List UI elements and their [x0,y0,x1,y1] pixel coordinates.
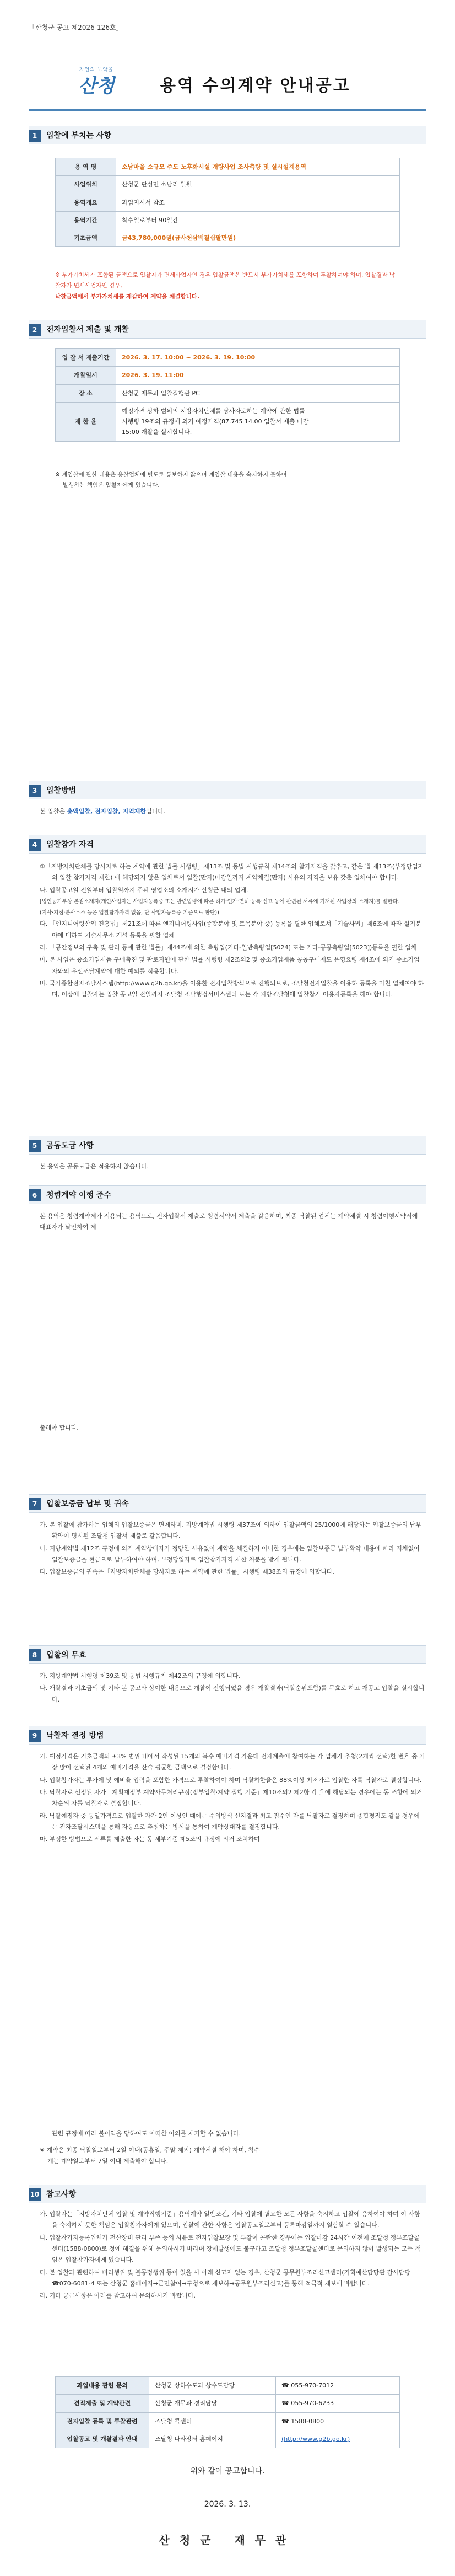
list-item: 가. 입찰자는「지방자치단체 입찰 및 계약집행기준」용역계약 일반조건, 기타 입찰에 필요한 모든 사항을 숙지하고 입찰에 응하여야 하며 이 사항을 숙지하지 못한 책임은 입찰참가자에게 있으며, 입찰에 관한 사항은 입찰공고일로부터 등록마감일까지 열람할 수 있습니다. [40,2210,420,2229]
label-cell: 개찰일시 [56,367,116,384]
label-cell: 사업위치 [56,176,116,194]
limit-line: 예정가격 상하 범위의 지방자치단체를 당사자로하는 계약에 관한 법률 [122,407,305,415]
contract-deadline-note [40,2145,425,2167]
section-1-header [29,129,111,143]
list-item: 마. 본 사업은 중소기업제품 구매촉진 및 판로지원에 관한 법률 시행령 제2조의2 및 중소기업제품 공공구매제도 운영요령 제4조에 의거 중소기업자와의 우선조달계약에 대한 예외를 적용합니다. [40,956,420,975]
label-cell: 용 역 명 [56,158,116,176]
table-row [56,229,400,247]
table-row [56,194,400,211]
section-number: 1 [29,130,41,142]
list-item: 나. 입찰참가자는 투가에 및 예비율 입력을 포함한 가격으로 투찰하여야 하며 낙찰하한율은 88%이상 최저가로 입찰한 자를 낙찰자로 결정합니다. [40,1776,422,1784]
section-title: 낙찰자 결정 방법 [46,1731,104,1740]
eligibility-list [40,861,425,1002]
contact-label: 견적제출 및 계약관련 [56,2395,149,2412]
list-item: 다. 「엔지니어링산업 진흥법」제21조에 따른 엔지니어링사업(종합분야 및 토목분야 중) 등록을 필한 업체로서「기술사법」제6조에 따라 설기분야에 대하여 기술사무소 개설 등록을 필한 업체 [40,920,421,939]
award-method-list [40,1751,425,1847]
contact-dept: 조달청 나라장터 홈페이지 [149,2430,276,2448]
note-line: ※ 계약은 최종 낙찰일로부터 2일 이내(공휴일, 주말 제외) 계약체결 해야 하며, 착수 [40,2146,260,2154]
section-title: 전자입찰서 제출 및 개찰 [46,325,129,334]
contact-dept: 산청군 재무과 경리담당 [149,2395,276,2412]
table-row [56,211,400,229]
section-10-header [29,2188,76,2202]
value-cell: 착수일로부터 90일간 [116,211,400,229]
section-number: 10 [29,2188,41,2201]
list-item: 라. 기타 궁금사항은 아래를 참고하여 문의하시기 바랍니다. [40,2292,196,2300]
label-cell: 기초금액 [56,229,116,247]
contact-phone: ☎ 055-970-7012 [276,2377,400,2395]
deposit-list [40,1520,425,1579]
section-number: 5 [29,1140,41,1152]
list-item: 나. 지방계약법 제12조 규정에 의거 계약상대자가 정당한 사유없이 계약을 체결하지 아니한 경우에는 입찰보증금 납부확약 내용에 따라 지체없이 입찰보증금을 현금으로 납부하여야 하며, 부정당업자로 입찰참가자격 제한 처분을 받게 됩니다. [40,1544,420,1564]
list-item: 가. 지방계약법 시행령 제39조 및 동법 시행규칙 제42조의 규정에 의합니다. [40,1672,240,1679]
section-number: 3 [29,785,41,797]
label-cell: 용역개요 [56,194,116,211]
section-number: 4 [29,839,41,851]
joint-contract-text: 본 용역은 공동도급은 적용하지 않습니다. [40,1163,149,1170]
label-cell: 입 찰 서 제출기간 [56,349,116,367]
table-row [56,176,400,194]
section-number: 9 [29,1730,41,1742]
value-cell: 과업지시서 참조 [116,194,400,211]
county-logo [66,66,127,100]
list-item: 다. 입찰보증금의 귀속은「지방자치단체를 당사자로 하는 계약에 관한 법률」시행령 제38조의 규정에 의합니다. [40,1568,334,1576]
base-amount-cell: 금43,780,000원(금사천삼백칠십팔만원) [116,229,400,247]
table-row [56,367,400,384]
award-text-cont: 관련 규정에 따라 불이익을 당하여도 어떠한 이의를 제기할 수 없습니다. [52,2130,241,2137]
section-title: 입찰방법 [46,786,77,795]
contact-label: 전자입찰 등록 및 투찰관련 [56,2412,149,2430]
text-part: 본 입찰은 [40,808,67,815]
list-item: 라. 낙찰예정자 중 동일가격으로 입찰한 자가 2인 이상인 때에는 수의방식 선지결과 최고 점수인 자를 낙찰자로 결정하며 종합평점도 같을 경우에는 전자조달시스템을 통해 자동으로 추첨하는 방식을 통하여 계약상대자를 결정합니다. [40,1812,420,1831]
table-row [56,2395,400,2412]
section-8-header [29,1649,86,1662]
section-number: 2 [29,324,41,336]
label-cell: 장 소 [56,384,116,402]
section-title: 공동도급 사항 [46,1141,94,1150]
vat-note-line: 낙찰금액에서 부가가치세를 제감하여 계약을 체결합니다. [55,293,200,300]
bid-note-line: 발생하는 책임은 입찰자에게 있습니다. [63,482,160,489]
section-title: 입찰에 부치는 사항 [46,131,111,140]
table-row [56,158,400,176]
contact-label: 과업내용 관련 문의 [56,2377,149,2395]
text-part: 입니다. [146,808,166,815]
contact-label: 입찰공고 및 개찰결과 안내 [56,2430,149,2448]
note-line: 계는 계약일로부터 7일 이내 제출해야 합니다. [47,2158,169,2165]
section-3-header [29,784,76,798]
section-9-header [29,1729,104,1743]
limit-line: 시행령 19조의 규정에 의거 예정가격(87.745 14.00 입찰서 제출 마감 [122,418,309,425]
list-item: 바. 국가종합전자조달시스템(http://www.g2b.go.kr)을 이용한 전자입찰방식으로 진행되므로, 조달청전자입찰을 이용하 등록을 마친 업체여야 하며, 이상에 입찰자는 입찰 공고일 전일까지 조달청 조달행정서비스센터 또는 각 지방조달청에 입찰참가 이용자등록을 해야 합니다. [40,979,424,999]
table-row [56,349,400,367]
title-divider [29,109,426,111]
contact-phone: ☎ 055-970-6233 [276,2395,400,2412]
logo-wordmark: 산청 [78,74,115,97]
bid-schedule-table [55,348,400,442]
section-8-bar [29,1645,426,1664]
g2b-link[interactable]: (http://www.g2b.go.kr) [276,2430,400,2448]
section-4-header [29,838,94,852]
section-title: 청렴계약 이행 준수 [46,1191,111,1200]
list-item: 가. 예정가격은 기초금액의 ±3% 범위 내에서 작성된 15개의 복수 예비가격 가운데 전자계출에 참여하는 각 업체가 추첨(2개씩 선택)한 번호 중 가장 많이 선택된 4개의 예비가격을 산술 평균한 금액으로 결정합니다. [40,1753,425,1772]
table-row [56,384,400,402]
bid-note-line: ※ 계입찰에 관한 내용은 응찰업체에 별도로 통보하지 않으며 계입찰 내용을 숙지하지 못하여 [55,471,287,478]
vat-note [55,270,400,302]
list-item: 다. 본 입찰과 관련하여 비리행위 및 불공정행위 등이 있을 시 아래 신고자 없는 경우, 산청군 공무원부조리신고센터(기획예산담당관 감사담당 ☎070-6081-4 또는 산청군 홈페이지→군민참여→구청으로 제보하→공무원부조리신고)를 통해 적극적 제보에 바랍니다. [40,2268,410,2288]
limit-rate-cell [116,402,400,441]
notice-number: 「산청군 공고 제2026-126호」 [29,24,123,31]
table-row [56,2412,400,2430]
list-item: 다. 낙찰자로 선정된 자가「계획재정부 계약사무처리규정(정부입찰·계약 집행 기준」제10조의2 제2항 각 호에 해당되는 경우에는 동 조항에 의거 차순위 자를 낙찰자로 결정합니다. [40,1789,422,1807]
list-item: [법인등기부상 본점소재지(개인사업자는 사업자등록증 또는 관련법령에 따른 허가·인가·면허·등록·신고 등에 관련된 서류에 기재된 사업장의 소재지)를 말한다. [40,899,399,905]
bid-method-highlight: 총액입찰, 전자입찰, 지역제한 [67,808,147,815]
integrity-text: 본 용역은 청렴계약제가 적용되는 용역으로, 전자입찰서 제출로 청렴서약서 제출을 갈음하며, 최종 낙찰된 업체는 계약체결 시 청렴이행서약서에 대표자가 날인하여 제 [40,1212,418,1231]
invalid-bid-list [40,1671,425,1706]
list-item: (지사·지점·분사무소 등은 입찰참가자격 없음, 단 사업자등록증 기준으로 판단)) [40,909,219,916]
list-item: ①「지방자치단체를 당사자로 하는 계약에 관한 법률 시행령」제13조 및 동법 시행규칙 제14조의 참가자격을 갖추고, 같은 법 제13조(부정당업자의 입찰 참가자격 제한) 에 해당되지 않은 업체로서 입찰(만자)마감일까지 계약체결(만자) 사유의 자격을 보유 갖춘 업체여야 합니다. [40,863,424,882]
section-title: 입찰참가 자격 [46,840,94,849]
section-title: 참고사항 [46,2190,77,2199]
integrity-text-cont: 출해야 합니다. [40,1424,79,1431]
limit-line: 15:00 개찰을 실시합니다. [122,428,192,436]
vat-note-line: ※ 부가가치세가 포함된 금액으로 입찰자가 면세사업자인 경우 입찰금액은 반드시 부가가치세를 포함하여 투찰하여야 하며, 입찰결과 낙찰자가 면세사업자인 경우, [55,272,395,289]
logo-slogan: 자연의 보약을 [79,67,114,73]
section-number: 8 [29,1649,41,1661]
section-title: 입찰의 무효 [46,1651,86,1660]
bid-note [55,470,400,491]
contact-dept: 조달청 콜센터 [149,2412,276,2430]
table-row [56,2430,400,2448]
list-item: 마. 부정한 방법으로 서류를 제출한 자는 동 세부기준 제5조의 규정에 의거 조치하며 [40,1836,260,1843]
list-item: 나. 입찰참가자등록업체가 전산장비 관리 부족 등의 사유로 전자입찰보장 및 투찰이 곤란한 경우에는 입찰마감 24시간 이전에 조달청 정부조달콜센터(1588-0800)로 정애 해결을 위해 문의하시기 바라며 장애발생에도 불구하고 조달청 정부조달콜센터로 문의하지 않아 발생되는 모든 책임은 입찰참가자에게 있습니다. [40,2234,421,2264]
label-cell: 제 한 율 [56,402,116,441]
section-3-bar [29,781,426,799]
tender-info-table [55,158,400,247]
section-title: 입찰보증금 납부 및 귀속 [46,1500,129,1509]
table-row [56,2377,400,2395]
section-5-header [29,1139,94,1153]
notice-date: 2026. 3. 13. [204,2500,251,2509]
contact-dept: 산청군 상하수도과 상수도담당 [149,2377,276,2395]
list-item: 나. 개찰결과 기초금액 및 기타 본 공고와 상이한 내용으로 개찰이 진행되었을 경우 개찰결과(낙찰순위포함)를 무효로 하고 재공고 입찰을 실시합니다. [40,1684,425,1703]
bid-method-text [40,806,425,817]
contact-table [55,2376,400,2448]
section-2-header [29,323,129,337]
contact-phone: ☎ 1588-0800 [276,2412,400,2430]
section-number: 7 [29,1498,41,1510]
section-6-header [29,1189,111,1203]
section-10-bar [29,2185,426,2203]
label-cell: 용역기간 [56,211,116,229]
page-title: 용역 수의계약 안내공고 [160,76,351,95]
value-cell: 산청군 재무과 입찰집행관 PC [116,384,400,402]
closing-statement: 위와 같이 공고합니다. [190,2467,265,2476]
section-number: 6 [29,1189,41,1201]
bid-period-cell: 2026. 3. 17. 10:00 ~ 2026. 3. 19. 10:00 [116,349,400,367]
list-item: 나. 입찰공고일 전일부터 입찰일까지 주된 영업소의 소재지가 산청군 내의 업체. [40,886,248,894]
table-row [56,402,400,441]
reference-list [40,2209,425,2303]
list-item: 라. 「공간정보의 구축 및 관리 등에 관한 법률」제44조에 의한 측량업(기타-일반측량업[5024] 또는 기타-공공측량업[5023])등록을 필한 업체 [40,943,417,951]
opening-time-cell: 2026. 3. 19. 11:00 [116,367,400,384]
signer-name: 산청군 재무관 [159,2534,296,2547]
value-cell: 산청군 단성면 소남리 일원 [116,176,400,194]
service-name-cell: 소남마을 소규모 주도 노후화시설 개량사업 조사측량 및 실시설계용역 [116,158,400,176]
section-7-header [29,1498,129,1511]
list-item: 가. 본 입찰에 참가하는 업체의 입찰보증금은 면제하며, 지방계약법 시행령 제37조에 의하여 입찰금액의 25/1000에 해당하는 입찰보증금의 납부확약이 명시된 조달청 입찰서 제출로 갈음합니다. [40,1521,421,1540]
